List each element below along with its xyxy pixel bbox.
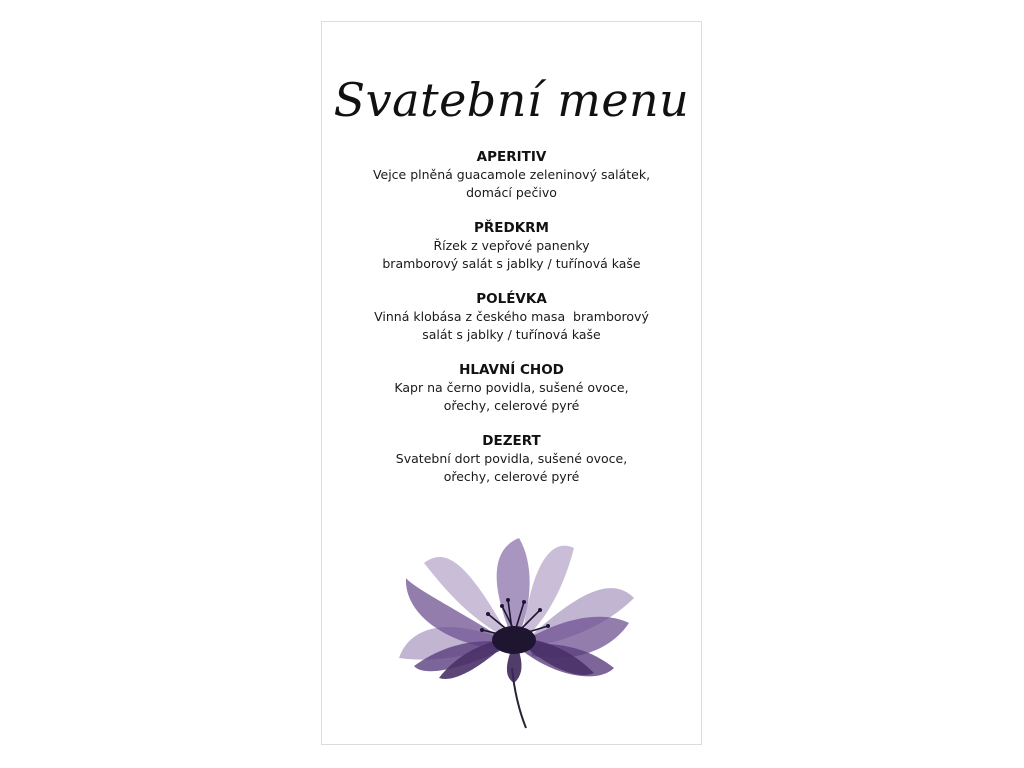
section-line: salát s jablky / tuřínová kaše — [422, 327, 601, 342]
menu-card — [321, 21, 702, 745]
section-line: Vinná klobása z českého masa bramborový — [374, 309, 649, 324]
section-line: Řízek z vepřové panenky — [433, 238, 590, 253]
section-line: Svatební dort povidla, sušené ovoce, — [395, 451, 628, 466]
section-heading: PŘEDKRM — [473, 220, 549, 236]
section-line: domácí pečivo — [466, 185, 557, 200]
menu-sections — [322, 148, 701, 503]
section-heading: APERITIV — [476, 149, 547, 165]
menu-section-dezert — [322, 432, 701, 486]
menu-section-aperitiv — [322, 148, 701, 202]
section-line: Vejce plněná guacamole zeleninový salátek, — [372, 167, 651, 182]
section-heading: DEZERT — [482, 433, 541, 449]
menu-section-hlavni-chod — [322, 361, 701, 415]
section-heading: HLAVNÍ CHOD — [459, 362, 564, 378]
menu-section-polevka — [322, 290, 701, 344]
section-line: Kapr na černo povidla, sušené ovoce, — [394, 380, 629, 395]
purple-flower-icon — [384, 518, 644, 738]
section-heading: POLÉVKA — [476, 291, 547, 307]
section-line: bramborový salát s jablky / tuřínová kaše — [382, 256, 641, 271]
menu-section-predkrm — [322, 219, 701, 273]
section-line: ořechy, celerové pyré — [443, 398, 580, 413]
menu-title: Svatební menu — [333, 73, 690, 127]
section-line: ořechy, celerové pyré — [443, 469, 580, 484]
